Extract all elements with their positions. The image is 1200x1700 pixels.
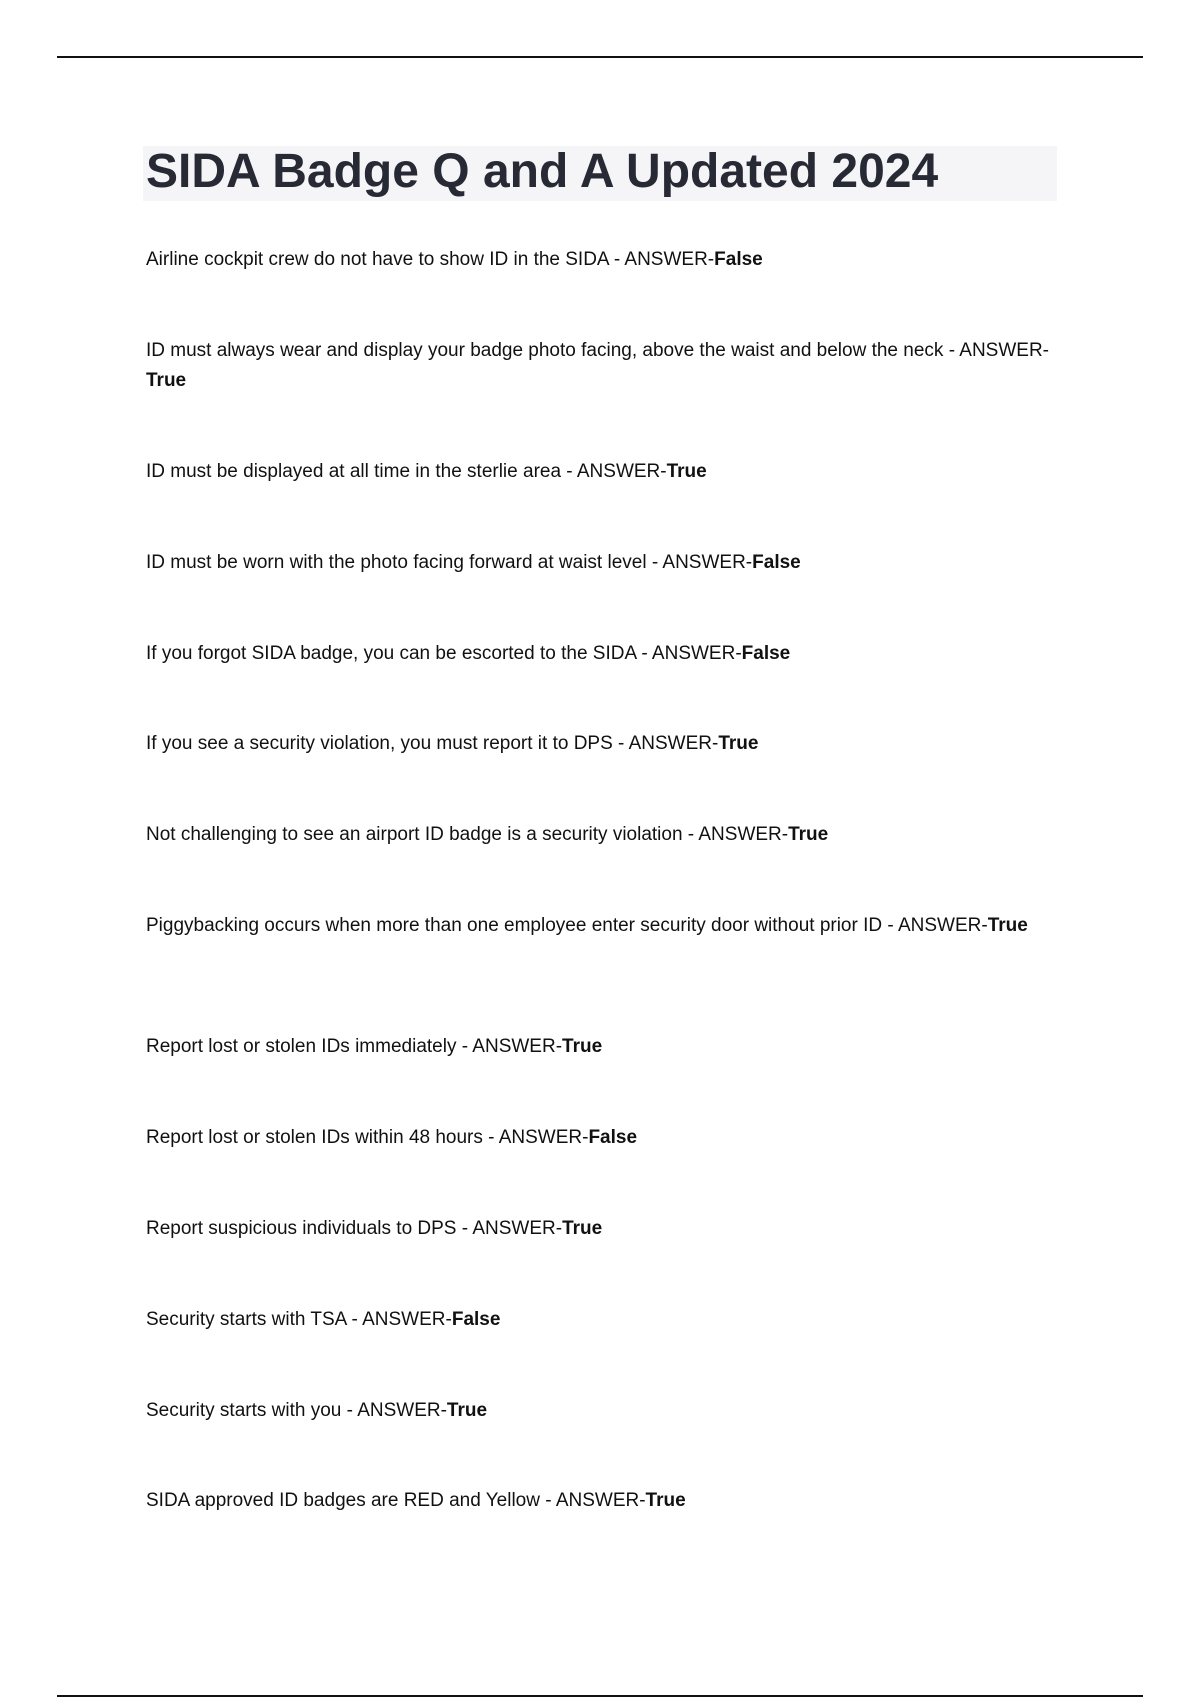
- qa-item: [146, 548, 1066, 578]
- qa-item: [146, 639, 1066, 669]
- qa-item: [146, 1305, 1066, 1335]
- page-title: SIDA Badge Q and A Updated 2024: [146, 145, 939, 198]
- qa-item: [146, 1123, 1066, 1153]
- qa-answer: True: [718, 733, 759, 754]
- qa-answer: False: [714, 249, 763, 270]
- qa-question: Report lost or stolen IDs within 48 hours -: [146, 1127, 499, 1148]
- qa-answer: True: [987, 915, 1028, 936]
- qa-answer: False: [752, 552, 801, 573]
- qa-item: [146, 245, 1066, 275]
- qa-item: [146, 457, 1066, 487]
- bottom-rule: [57, 1695, 1143, 1697]
- answer-prefix: ANSWER-: [357, 1400, 447, 1421]
- answer-prefix: ANSWER-: [897, 915, 988, 936]
- qa-answer: False: [451, 1309, 501, 1330]
- qa-question: SIDA approved ID badges are RED and Yellow -: [146, 1490, 556, 1511]
- qa-question: ID must be worn with the photo facing forward at waist level -: [146, 552, 663, 573]
- qa-item: [146, 1214, 1066, 1244]
- qa-answer: True: [562, 1218, 603, 1239]
- answer-prefix: ANSWER-: [651, 643, 742, 664]
- answer-prefix: ANSWER-: [555, 1490, 646, 1511]
- qa-item: [146, 1486, 1066, 1516]
- qa-answer: True: [666, 461, 707, 482]
- qa-item: [146, 729, 1066, 759]
- qa-question: Report lost or stolen IDs immediately -: [146, 1036, 473, 1057]
- qa-question: Airline cockpit crew do not have to show ID in the SIDA -: [146, 249, 625, 270]
- answer-prefix: ANSWER-: [498, 1127, 589, 1148]
- qa-item: [146, 911, 1066, 941]
- qa-question: Security starts with you -: [146, 1400, 358, 1421]
- answer-prefix: ANSWER-: [959, 340, 1049, 361]
- qa-question: Security starts with TSA -: [146, 1309, 363, 1330]
- qa-item: [146, 820, 1066, 850]
- qa-question: ID must be displayed at all time in the sterlie area -: [146, 461, 577, 482]
- qa-item: [146, 336, 1066, 396]
- answer-prefix: ANSWER-: [624, 249, 715, 270]
- qa-item: [146, 1396, 1066, 1426]
- answer-prefix: ANSWER-: [362, 1309, 452, 1330]
- qa-question: Not challenging to see an airport ID badge is a security violation -: [146, 824, 699, 845]
- answer-prefix: ANSWER-: [628, 733, 719, 754]
- qa-answer: True: [562, 1036, 603, 1057]
- qa-question: ID must always wear and display your badge photo facing, above the waist and below the neck -: [146, 340, 960, 361]
- qa-answer: True: [645, 1490, 686, 1511]
- qa-item: [146, 1032, 1066, 1062]
- top-rule: [57, 56, 1143, 58]
- qa-answer: True: [146, 370, 187, 391]
- qa-question: If you forgot SIDA badge, you can be escorted to the SIDA -: [146, 643, 652, 664]
- qa-question: If you see a security violation, you must report it to DPS -: [146, 733, 629, 754]
- qa-answer: True: [446, 1400, 488, 1421]
- qa-answer: True: [788, 824, 829, 845]
- answer-prefix: ANSWER-: [662, 552, 753, 573]
- qa-answer: False: [588, 1127, 638, 1148]
- qa-question: Report suspicious individuals to DPS -: [146, 1218, 473, 1239]
- answer-prefix: ANSWER-: [576, 461, 667, 482]
- qa-question: Piggybacking occurs when more than one employee enter security door without prior ID -: [146, 915, 898, 936]
- answer-prefix: ANSWER-: [698, 824, 789, 845]
- answer-prefix: ANSWER-: [472, 1036, 563, 1057]
- answer-prefix: ANSWER-: [472, 1218, 563, 1239]
- qa-answer: False: [741, 643, 791, 664]
